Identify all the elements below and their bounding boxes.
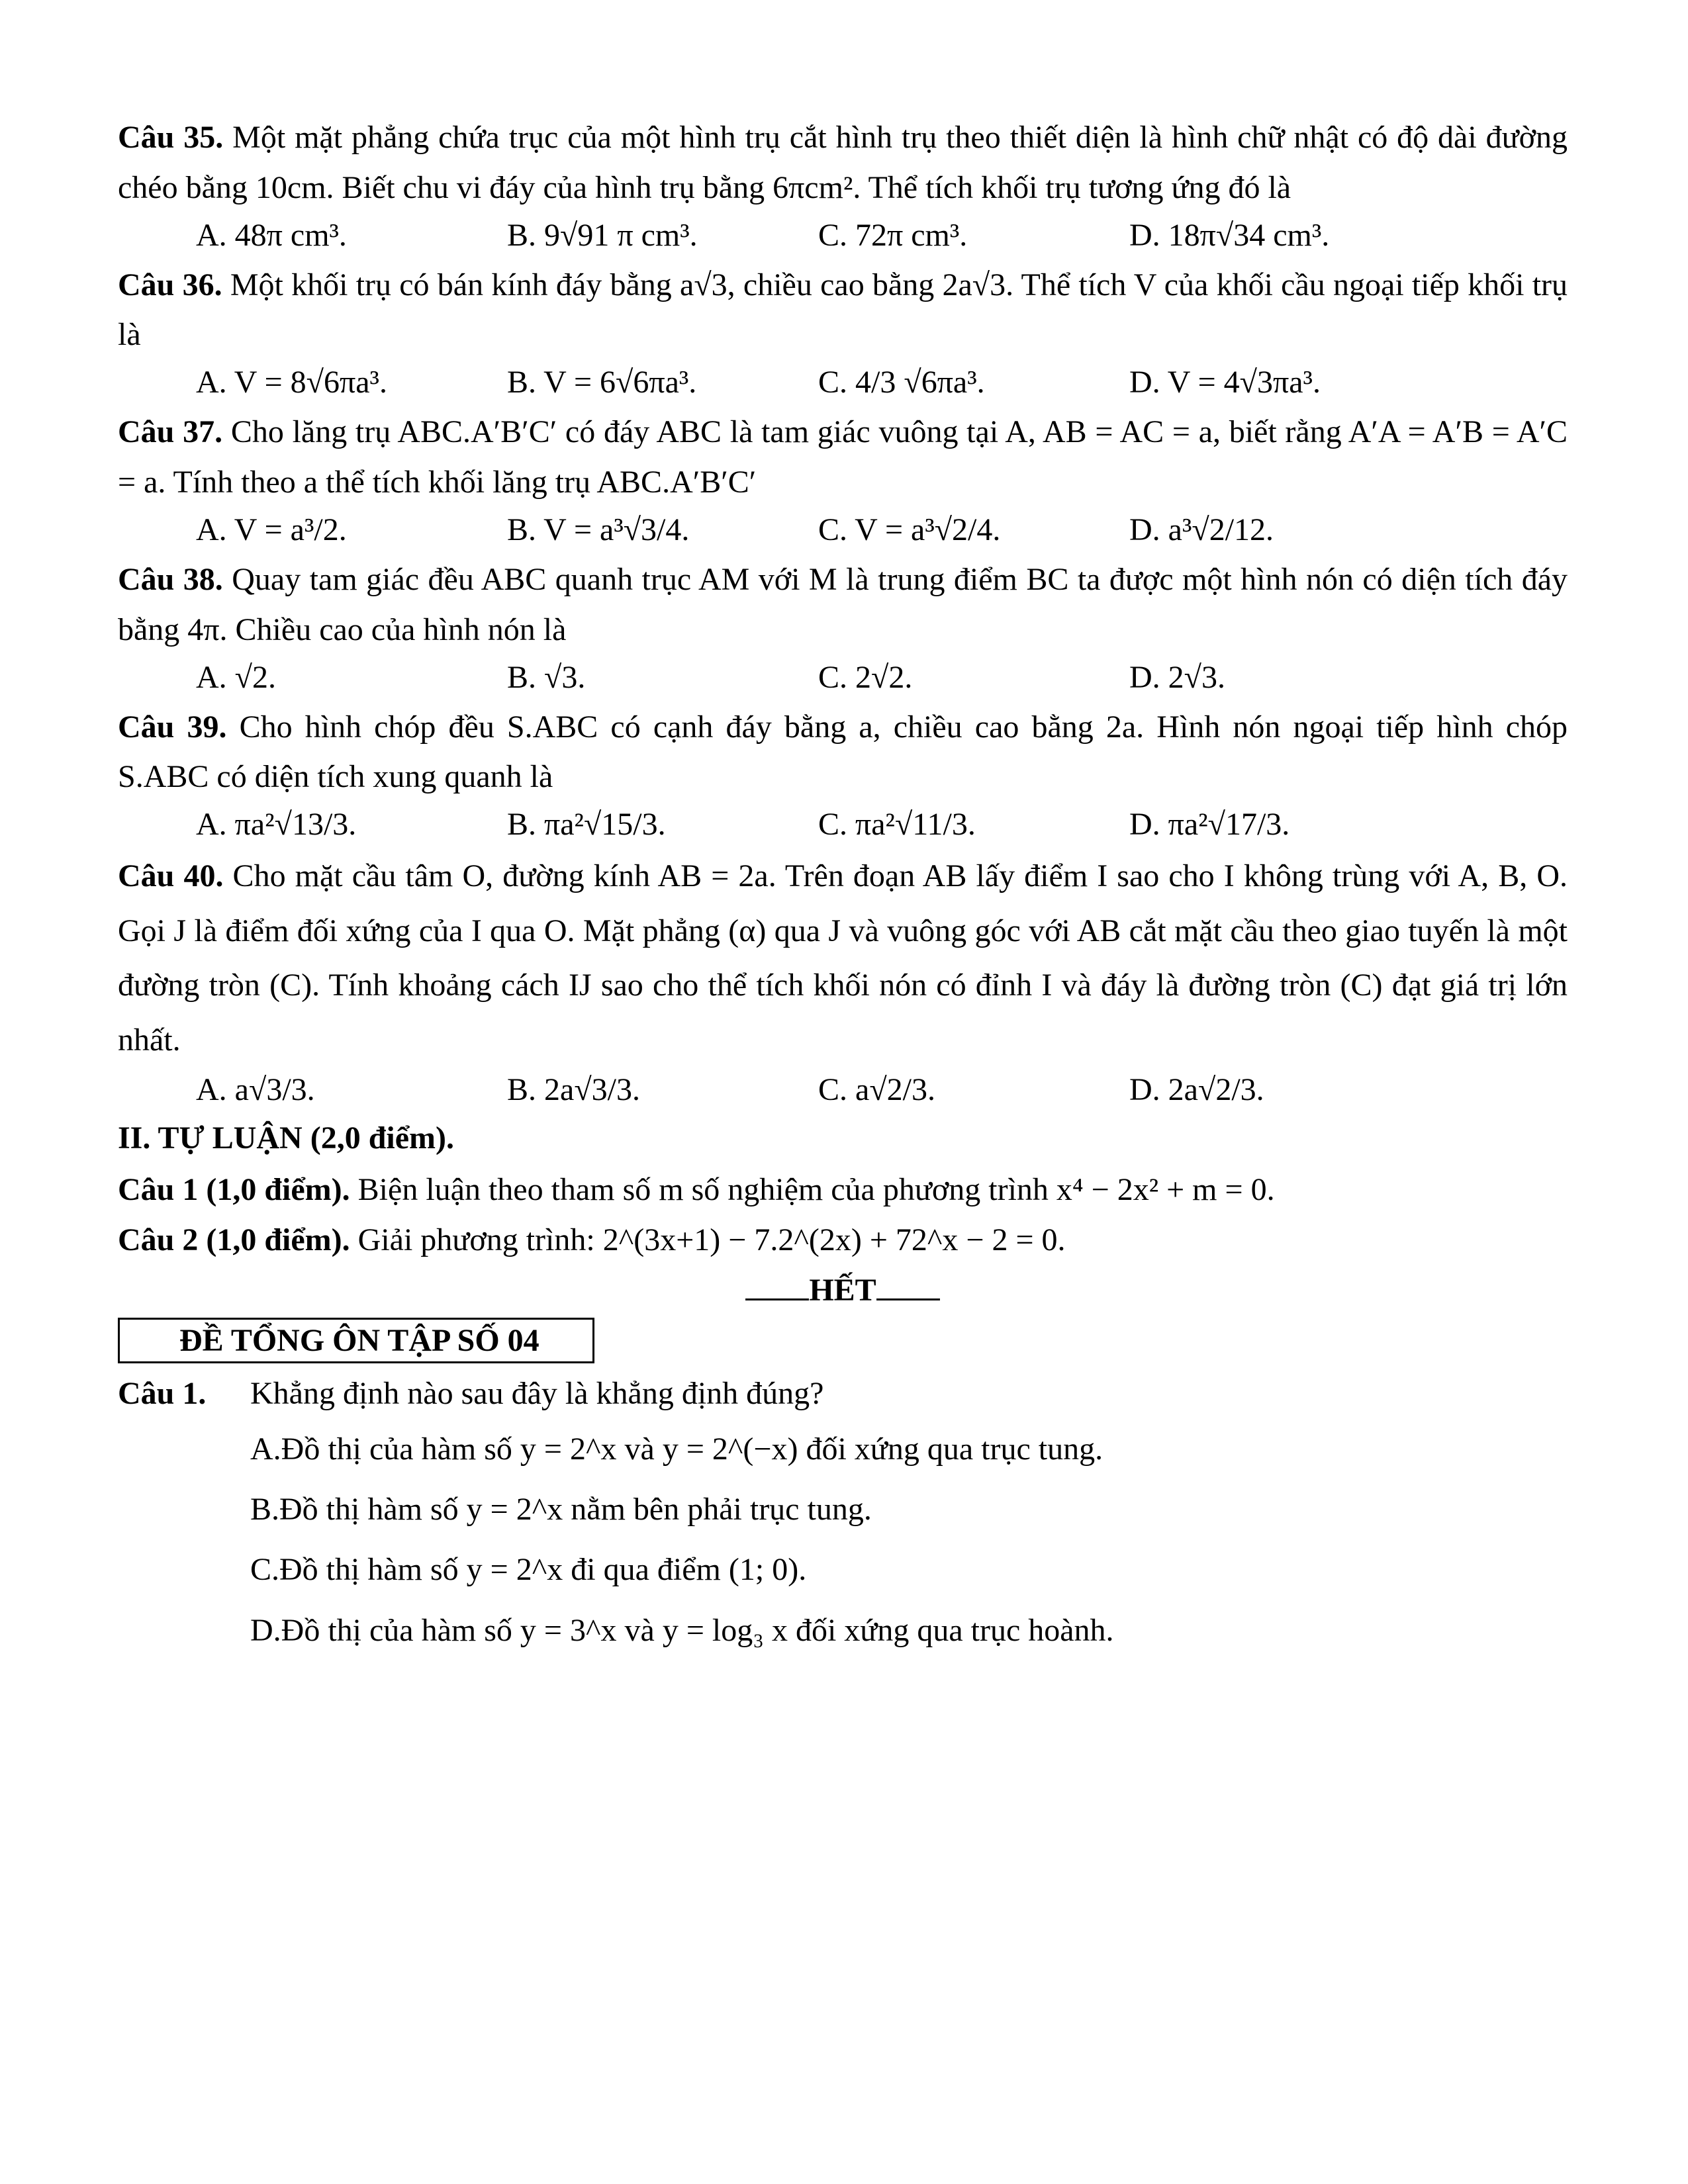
- option-d[interactable]: D. V = 4√3πa³.: [1129, 365, 1321, 400]
- option-c[interactable]: C. 2√2.: [818, 659, 913, 695]
- question-39: [118, 702, 1568, 843]
- option-c[interactable]: C. πa²√11/3.: [818, 807, 976, 842]
- next-option-c[interactable]: C.Đồ thị hàm số y = 2^x đi qua điểm (1; 0).: [250, 1552, 807, 1588]
- option-a[interactable]: A. 48π cm³.: [196, 217, 347, 253]
- option-b[interactable]: B. 2a√3/3.: [507, 1072, 640, 1108]
- end-line-left: [745, 1298, 809, 1300]
- question-label: Câu 40.: [118, 858, 224, 894]
- options-row: [118, 512, 1568, 548]
- next-question-1: [118, 1369, 1568, 1419]
- end-marker: [118, 1272, 1568, 1308]
- option-d[interactable]: D. πa²√17/3.: [1129, 807, 1290, 842]
- question-37-text: [118, 407, 1568, 508]
- option-b[interactable]: B. 9√91 π cm³.: [507, 217, 698, 253]
- end-line-right: [876, 1298, 940, 1300]
- option-c[interactable]: C. 4/3 √6πa³.: [818, 365, 985, 400]
- options-row: [118, 1071, 1568, 1108]
- option-c[interactable]: C. V = a³√2/4.: [818, 512, 1001, 547]
- option-b[interactable]: B. V = a³√3/4.: [507, 512, 690, 547]
- end-text: HẾT: [809, 1273, 876, 1308]
- question-label: Câu 35.: [118, 120, 224, 155]
- option-c[interactable]: C. 72π cm³.: [818, 217, 968, 253]
- question-37: [118, 407, 1568, 548]
- option-a[interactable]: A. V = a³/2.: [196, 512, 347, 547]
- question-label: Câu 38.: [118, 561, 223, 597]
- question-40: [118, 849, 1568, 1108]
- essay-item-2: [118, 1215, 1568, 1265]
- option-a[interactable]: A. V = 8√6πa³.: [196, 365, 387, 400]
- question-label: Câu 37.: [118, 414, 223, 450]
- option-b[interactable]: B. V = 6√6πa³.: [507, 365, 697, 400]
- question-body: Một khối trụ có bán kính đáy bằng a√3, chiều cao bằng 2a√3. Thể tích V của khối cầu ngoại tiếp khối trụ là: [118, 267, 1568, 353]
- option-d[interactable]: D. a³√2/12.: [1129, 512, 1274, 547]
- option-c[interactable]: C. a√2/3.: [818, 1072, 935, 1108]
- question-label: Câu 1.: [118, 1376, 207, 1412]
- question-body: Cho hình chóp đều S.ABC có cạnh đáy bằng a, chiều cao bằng 2a. Hình nón ngoại tiếp hình chóp S.ABC có diện tích xung quanh là: [118, 709, 1568, 795]
- document-page: [118, 113, 1568, 1661]
- question-body: Khẳng định nào sau đây là khẳng định đúng?: [250, 1376, 824, 1412]
- essay-body: Biện luận theo tham số m số nghiệm của phương trình x⁴ − 2x² + m = 0.: [357, 1172, 1275, 1208]
- test-title-box: ĐỀ TỔNG ÔN TẬP SỐ 04: [118, 1318, 594, 1363]
- option-d[interactable]: D. 2√3.: [1129, 659, 1226, 695]
- question-38: [118, 555, 1568, 696]
- essay-item-1: [118, 1165, 1568, 1215]
- option-b[interactable]: B. πa²√15/3.: [507, 807, 666, 842]
- essay-body: Giải phương trình: 2^(3x+1) − 7.2^(2x) + 72^x − 2 = 0.: [357, 1222, 1066, 1258]
- option-a[interactable]: A. πa²√13/3.: [196, 807, 357, 842]
- question-body: Cho mặt cầu tâm O, đường kính AB = 2a. Trên đoạn AB lấy điểm I sao cho I không trùng với A, B, O. Gọi J là điểm đối xứng của I qua O. Mặt phẳng (α) qua J và vuông góc với AB cắt mặt cầu theo giao tuyến là một đường tròn (C). Tính khoảng cách IJ sao cho thể tích khối nón có đỉnh I và đáy là đường tròn (C) đạt giá trị lớn nhất.: [118, 858, 1568, 1058]
- question-38-text: [118, 555, 1568, 655]
- essay-label: Câu 2 (1,0 điểm).: [118, 1222, 350, 1258]
- options-row: [118, 217, 1568, 253]
- question-40-text: [118, 849, 1568, 1068]
- question-label: Câu 36.: [118, 267, 222, 302]
- option-d[interactable]: D. 18π√34 cm³.: [1129, 217, 1330, 253]
- question-body: Quay tam giác đều ABC quanh trục AM với M là trung điểm BC ta được một hình nón có diện tích đáy bằng 4π. Chiều cao của hình nón là: [118, 561, 1568, 647]
- question-36-text: [118, 260, 1568, 361]
- options-row: [118, 806, 1568, 842]
- next-option-a[interactable]: A.Đồ thị của hàm số y = 2^x và y = 2^(−x) đối xứng qua trục tung.: [250, 1431, 1103, 1467]
- option-a[interactable]: A. √2.: [196, 659, 277, 695]
- next-option-d[interactable]: D.Đồ thị của hàm số y = 3^x và y = log₃ x đối xứng qua trục hoành.: [250, 1612, 1114, 1648]
- question-body: Cho lăng trụ ABC.A′B′C′ có đáy ABC là tam giác vuông tại A, AB = AC = a, biết rằng A′A = A′B = A′C = a. Tính theo a thể tích khối lăng trụ ABC.A′B′C′: [118, 414, 1568, 500]
- essay-label: Câu 1 (1,0 điểm).: [118, 1172, 350, 1208]
- essay-heading: II. TỰ LUẬN (2,0 điểm).: [118, 1120, 455, 1156]
- question-36: [118, 260, 1568, 401]
- question-label: Câu 39.: [118, 709, 227, 745]
- question-35-text: [118, 113, 1568, 213]
- options-row: [118, 364, 1568, 400]
- question-39-text: [118, 702, 1568, 803]
- next-option-b[interactable]: B.Đồ thị hàm số y = 2^x nằm bên phải trục tung.: [250, 1492, 872, 1527]
- option-d[interactable]: D. 2a√2/3.: [1129, 1072, 1264, 1108]
- question-35: [118, 113, 1568, 253]
- option-b[interactable]: B. √3.: [507, 659, 586, 695]
- question-body: Một mặt phẳng chứa trục của một hình trụ cắt hình trụ theo thiết diện là hình chữ nhật có độ dài đường chéo bằng 10cm. Biết chu vi đáy của hình trụ bằng 6πcm². Thể tích khối trụ tương ứng đó là: [118, 120, 1568, 205]
- option-a[interactable]: A. a√3/3.: [196, 1072, 315, 1108]
- options-row: [118, 659, 1568, 696]
